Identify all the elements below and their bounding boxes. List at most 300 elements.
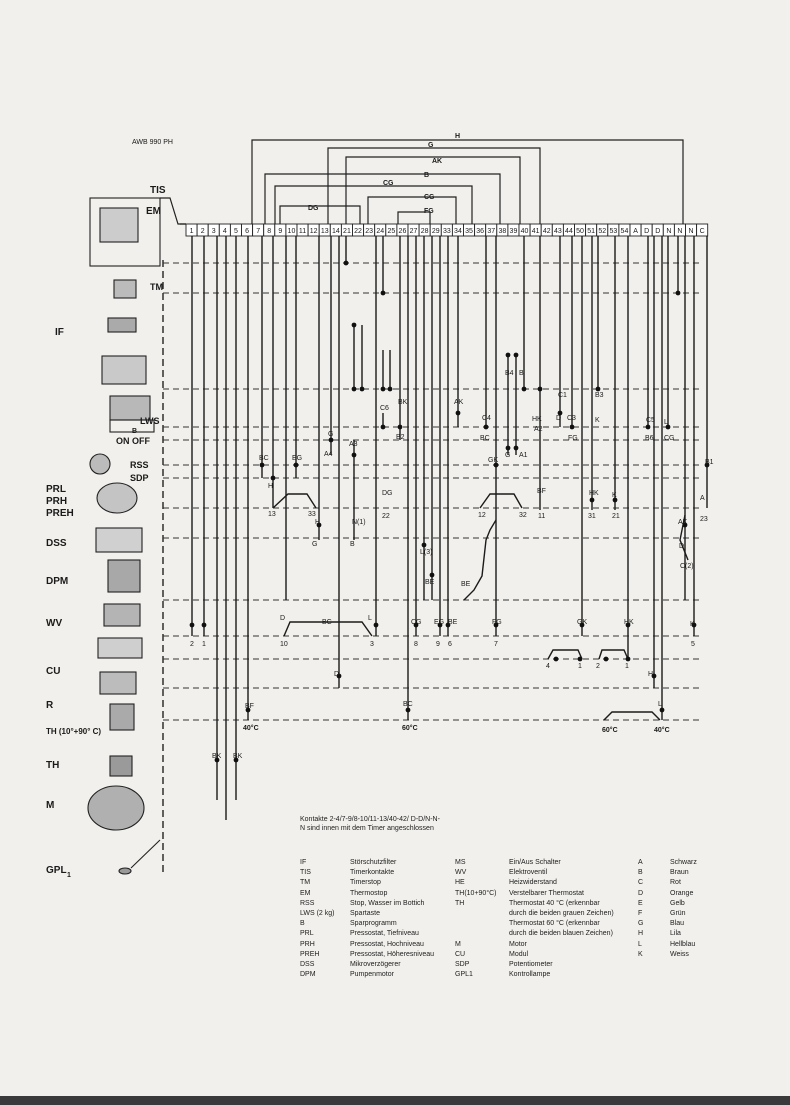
wire-label: BK [398,399,408,406]
wire-label: C1 [558,392,567,399]
legend-code: PREH [300,950,320,958]
terminal-number: D [644,228,650,235]
wire-label: CG [664,435,675,442]
wire-label: L [664,419,668,426]
wire-label: C6 [380,405,389,412]
junction-dot [604,657,609,662]
wire-label: BC [259,455,269,462]
legend-code: TH(10+90°C) [455,889,497,897]
wire-label: G [328,431,334,438]
contact-number: 31 [588,513,596,520]
legend-text: Schwarz [670,859,697,866]
junction-dot [352,323,357,328]
legend-code: L [638,940,642,948]
wire-label: B6 [645,435,654,442]
legend-row [300,889,434,899]
terminal-number: A [633,228,638,235]
contact-number: 10 [280,641,288,648]
legend-text: Verstelbarer Thermostat [509,889,584,897]
terminal-number: 53 [609,228,618,235]
wire-label: GK [488,457,499,464]
legend-text: Gelb [670,899,685,907]
contact-number: 9 [436,641,440,648]
wire-label: G [505,452,511,459]
junction-dot [660,708,665,713]
legend-row [455,929,614,939]
legend-row [455,878,614,888]
contact-number: 8 [414,641,418,648]
legend-row [638,858,697,868]
wire-label: L [658,701,662,708]
terminal-number: 41 [531,228,540,235]
wire-label: FG [492,619,502,626]
legend-row [638,940,697,950]
legend-text: Kontrollampe [509,971,551,979]
junction-dot [374,623,379,628]
wire-label: L [368,615,372,622]
terminal-number: 51 [587,228,596,235]
terminal-number: 27 [409,228,418,235]
legend-code: HE [455,879,465,887]
legend-row [638,909,697,919]
terminal-number: 13 [320,228,329,235]
legend-text: Thermostop [350,889,388,897]
bridge-ak [346,157,520,229]
terminal-strip [186,224,708,236]
terminal-number: N [677,228,683,235]
legend-code: A [638,859,643,866]
legend-row [455,970,614,980]
temperature-label: 40°C [243,725,259,732]
legend-code: D [638,889,644,897]
terminal-number: 28 [420,228,429,235]
legend-code: PRL [300,930,314,938]
junction-dot [329,438,334,443]
legend-row [300,878,434,888]
wire-label: B2 [396,434,405,441]
legend-text: Potentiometer [509,960,553,968]
bridge-h [252,140,683,229]
terminal-number: 24 [376,228,385,235]
legend-text: Pumpenmotor [350,971,394,979]
legend-code: TH [455,899,465,907]
junction-dot [398,425,403,430]
legend-text: Grün [670,909,686,917]
label-lws: LWS [140,416,160,426]
terminal-number: 33 [442,228,451,235]
legend-text: Braun [670,869,689,877]
contact-number: 11 [538,513,546,520]
terminal-number: 12 [309,228,318,235]
wire-label: B4 [505,370,514,377]
junction-dot [352,453,357,458]
wire-label: BF [245,703,254,710]
junction-dot [514,446,519,451]
junction-dot [570,425,575,430]
junction-dot [294,463,299,468]
legend-row [638,889,697,899]
wire-label: CG [411,619,422,626]
wire-label: BE [425,579,435,586]
wire-label: AK [454,399,464,406]
junction-dot [506,446,511,451]
bridge-label: B [424,172,430,179]
junction-dot [190,623,195,628]
temperature-label: 60°C [602,727,618,734]
wire-label: C5 [646,417,655,424]
wire-label: B [519,370,524,377]
wire-label: EG [434,619,445,626]
legend-col2 [455,858,614,979]
legend-row [300,970,434,980]
junction-dot [388,387,393,392]
contact-number: 5 [691,641,695,648]
legend-code: PRH [300,940,315,948]
bridge-label: G [428,142,434,149]
terminal-number: 21 [343,228,351,235]
terminal-number: 22 [354,228,362,235]
legend-text: Pressostat, Höheresniveau [350,950,435,958]
legend-row [300,858,434,868]
terminal-number: 29 [431,228,440,235]
legend-row [455,899,614,909]
contact-number: 1 [202,641,206,648]
wire-label: H [648,671,654,678]
wire-label: A2 [534,426,543,433]
temperature-label: 60°C [402,725,418,732]
label-dpm: DPM [46,576,69,587]
legend-row [300,940,434,950]
legend-code: DSS [300,960,315,968]
label-prl: PRL [46,484,66,495]
contact-number: 6 [448,641,452,648]
junction-dot [271,476,276,481]
label-cu: CU [46,666,61,677]
legend-row [300,960,434,970]
terminal-number: N [666,228,672,235]
terminal-number: 37 [487,228,496,235]
label-th-range: TH (10°+90° C) [46,727,102,736]
wire-label: C3 [567,415,576,422]
legend-text: Lila [670,930,681,938]
terminal-number: 11 [298,228,307,235]
junction-dot [381,291,386,296]
legend-code: GPL1 [455,971,473,979]
legend-text: Modul [509,950,529,958]
terminal-number: 50 [576,228,584,235]
legend-text: Spartaste [350,909,380,917]
wire-label: BK [233,753,243,760]
junction-dot [352,387,357,392]
wire-label: BC [403,701,413,708]
diagram-title: AWB 990 PH [132,139,173,146]
legend-text: Elektroventil [509,869,548,877]
bridge-cg1 [275,186,472,229]
terminal-number: 42 [542,228,551,235]
legend-row [455,868,614,878]
legend-text: Timerkontakte [350,869,395,877]
legend-code: RSS [300,899,315,907]
legend-code: DPM [300,971,316,979]
legend-code: K [638,950,643,958]
junction-dot [522,387,527,392]
wire-label: HK [532,416,542,423]
wire-label: C(2) [680,563,694,570]
terminal-number: 7 [256,228,261,235]
note-text: Kontakte 2-4/7-9/8-10/11-13/40-42/ D-D/N-N-N sind innen mit dem Timer angeschlossen [300,816,440,832]
wire-label: L(3) [420,549,433,556]
wire-label: FG [568,435,578,442]
legend-text: Störschutzfilter [350,859,397,866]
junction-dot [344,261,349,266]
legend-text: Weiss [670,950,689,958]
junction-dot [381,425,386,430]
bridge-label: AK [432,158,443,165]
wire-label: D [280,615,286,622]
label-sdp: SDP [130,473,149,483]
wire-label: BC [322,619,332,626]
wire-label: BE [461,581,471,588]
junction-dot [538,387,543,392]
label-m: M [46,800,55,811]
wire-label: HK [589,490,599,497]
legend-code: H [638,930,644,938]
legend-text: Stop, Wasser im Bottich [350,899,425,907]
contact-number: 3 [370,641,374,648]
junction-dot [360,387,365,392]
legend-row [638,868,697,878]
legend-row [455,919,614,929]
terminal-number: 38 [498,228,507,235]
terminal-number: D [655,228,661,235]
terminal-number: N [688,228,694,235]
legend-code: MS [455,859,466,866]
legend-colors [638,858,697,958]
label-r: R [46,700,54,711]
contact-number: 21 [612,513,620,520]
bridge-label: H [455,133,461,140]
legend-row [300,929,434,939]
terminal-number: 54 [620,228,629,235]
junction-dot [406,708,411,713]
legend-row [455,940,614,950]
legend-text: Ein/Aus Schalter [509,859,561,866]
legend-row [638,929,697,939]
legend-code: M [455,940,461,948]
bridge-label: FG [424,208,434,215]
legend-text: Timerstop [350,879,381,887]
wire-label: D [334,671,340,678]
legend-col1 [300,858,435,979]
legend-code: B [638,869,643,877]
legend-code: B [300,920,305,928]
label-gpl-sub: 1 [67,872,71,879]
label-on-off: ON OFF [116,436,150,446]
terminal-number: 36 [476,228,485,235]
legend-code: G [638,920,644,928]
legend-row [300,919,434,929]
legend-text: Motor [509,940,527,948]
legend-text: Rot [670,879,681,887]
terminal-number: 10 [287,228,296,235]
legend-code: C [638,879,644,887]
legend-text: Pressostat, Hochniveau [350,940,424,948]
junction-dot [590,498,595,503]
junction-dot [578,657,583,662]
legend-row [638,919,697,929]
junction-dot [626,657,631,662]
contact-number: 4 [546,663,550,670]
label-wv: WV [46,618,63,629]
legend-row [300,899,434,909]
legend-text: Blau [670,920,685,928]
bridge-label: CG [424,194,435,201]
terminal-number: 35 [465,228,473,235]
legend-row [638,950,697,960]
junction-dot [646,425,651,430]
wire-label: D [679,543,685,550]
terminal-number: 6 [245,228,250,235]
legend-text: Sparprogramm [350,920,397,928]
terminal-number: 52 [598,228,607,235]
wire-label: C4 [482,415,491,422]
contact-number: 13 [268,511,276,518]
legend-row [455,960,614,970]
legend-code: F [638,909,643,917]
legend-text: durch die beiden blauen Zeichen) [509,930,613,938]
legend-row [455,909,614,919]
legend-code: E [638,899,643,907]
junction-dot [456,411,461,416]
contact-number: 12 [478,512,486,519]
legend-row [300,909,434,919]
terminal-number: 4 [222,228,227,235]
legend-text: Heizwiderstand [509,879,557,887]
contact-number: 33 [308,511,316,518]
wire-label: A [700,495,705,502]
legend-text: Orange [670,889,694,897]
wire-label: B [350,541,355,548]
terminal-number: 8 [267,228,272,235]
junction-dot [260,463,265,468]
wire-label: N(1) [352,519,366,526]
terminal-number: 39 [509,228,518,235]
terminal-number: 14 [331,228,340,235]
legend-row [455,950,614,960]
legend-row [300,950,434,960]
legend-code: WV [455,869,467,877]
legend-code: TIS [300,869,311,877]
wire-label: A1 [519,452,528,459]
wire-label: AK [678,519,688,526]
legend-code: LWS (2 kg) [300,909,335,917]
label-preh: PREH [46,508,74,519]
wire-label: K [690,621,695,628]
label-tis: TIS [150,185,166,196]
wire-label: D [556,415,562,422]
terminal-number: 3 [211,228,216,235]
contact-number: 1 [625,663,629,670]
contact-number: 23 [700,516,708,523]
legend-row [638,878,697,888]
label-gpl: GPL [46,865,67,876]
contact-number: 2 [596,663,600,670]
terminal-number: 40 [520,228,529,235]
wire-label: K [595,417,600,424]
junction-dot [202,623,207,628]
junction-dot [514,353,519,358]
wire-label: G [312,541,318,548]
wire-label: GK [577,619,588,626]
wire-label: BC [480,435,490,442]
terminal-number: 5 [233,228,238,235]
label-prh: PRH [46,496,68,507]
junction-dot [381,387,386,392]
temperature-label: 40°C [654,727,670,734]
terminal-number: 2 [200,228,205,235]
legend-code: CU [455,950,466,958]
legend-row [455,858,614,868]
label-tm: TM [150,282,163,292]
terminal-number: 26 [398,228,407,235]
terminal-number: 25 [387,228,396,235]
terminal-number: 34 [454,228,462,235]
legend-row [455,889,614,899]
contact-number: 22 [382,513,390,520]
junction-dot [596,387,601,392]
terminal-number: C [699,228,705,235]
terminal-number: 23 [365,228,374,235]
wire-label: H [268,483,274,490]
legend-text: Mikroverzögerer [350,960,401,968]
wire-label: HK [624,619,634,626]
wire-label: DG [382,490,393,497]
legend-code: SDP [455,960,470,968]
wire-label: BE [448,619,458,626]
terminal-number: 9 [278,228,283,235]
contact-number: 2 [190,641,194,648]
scan-edge [0,1096,790,1105]
junction-dot [484,425,489,430]
label-b: B [132,428,138,435]
legend-row [300,868,434,878]
legend-row [638,899,697,909]
wire-label: H [315,519,321,526]
junction-dot [422,543,427,548]
contact-number: 32 [519,512,527,519]
label-th: TH [46,760,60,771]
wire-label: BK [212,753,222,760]
wire-label: B3 [595,392,604,399]
legend-code: IF [300,859,307,866]
terminal-number: 1 [189,228,194,235]
wire-label: B1 [705,459,714,466]
legend-code: TM [300,879,311,887]
label-dss: DSS [46,538,67,549]
bridge-label: DG [308,205,319,212]
terminal-number: 43 [553,228,562,235]
legend-text: durch die beiden grauen Zeichen) [509,909,614,917]
bridge-label: CG [383,180,394,187]
label-em: EM [146,206,161,217]
junction-dot [506,353,511,358]
legend-code: EM [300,889,311,897]
legend-text: Thermostat 60 °C (erkennbar [509,920,600,928]
contact-number: 7 [494,641,498,648]
wire-label: BF [537,488,546,495]
label-if: IF [55,327,64,338]
wire-label: A4 [324,451,333,458]
